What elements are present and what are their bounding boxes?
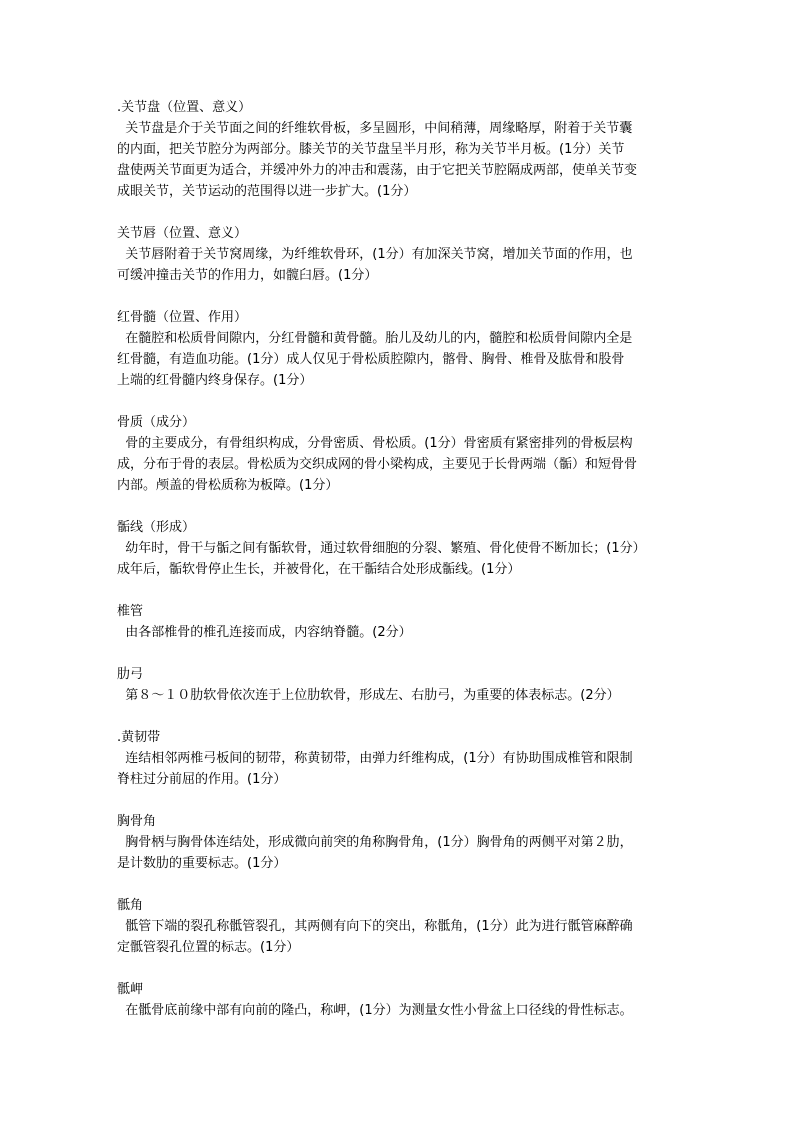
- entry-line: 在骶骨底前缘中部有向前的隆凸，称岬，(1分）为测量女性小骨盆上口径线的骨性标志。: [117, 1003, 633, 1018]
- entry-term: 骶角: [117, 898, 144, 913]
- entry-term: 胸骨角: [117, 814, 157, 829]
- entry-articular-disc: [117, 97, 687, 202]
- entry-term: 骶岬: [117, 982, 144, 997]
- entry-line: 红骨髓，有造血功能。(1分）成人仅见于骨松质腔隙内，髂骨、胸骨、椎骨及肱骨和股骨: [117, 352, 625, 367]
- entry-line: 关节唇附着于关节窝周缘，为纤维软骨环，(1分）有加深关节窝，增加关节面的作用，也: [117, 247, 633, 262]
- entry-line: 定骶管裂孔位置的标志。(1分）: [117, 940, 300, 955]
- entry-epiphyseal-line: [117, 517, 687, 580]
- entry-line: 关节盘是介于关节面之间的纤维软骨板，多呈圆形，中间稍薄，周缘略厚，附着于关节囊: [117, 121, 633, 136]
- entry-term: 关节唇（位置、意义）: [117, 226, 248, 241]
- entry-red-bone-marrow: [117, 307, 687, 391]
- entry-line: 第８～１０肋软骨依次连于上位肋软骨，形成左、右肋弓，为重要的体表标志。(2分）: [117, 688, 620, 703]
- entry-term: 椎管: [117, 604, 144, 619]
- entry-line: 由各部椎骨的椎孔连接而成，内容纳脊髓。(2分）: [117, 625, 412, 640]
- entry-sacral-cornu: [117, 895, 687, 958]
- entry-line: 可缓冲撞击关节的作用力，如髋臼唇。(1分）: [117, 268, 378, 283]
- entry-ligamentum-flavum: [117, 727, 687, 790]
- entry-articular-labrum: [117, 223, 687, 286]
- entry-term: 骨质（成分）: [117, 415, 196, 430]
- entry-term: .黄韧带: [117, 730, 161, 745]
- entry-line: 幼年时，骨干与骺之间有骺软骨，通过软骨细胞的分裂、繁殖、骨化使骨不断加长；(1分）: [117, 541, 646, 556]
- entry-term: 红骨髓（位置、作用）: [117, 310, 248, 325]
- entry-line: 骶管下端的裂孔称骶管裂孔，其两侧有向下的突出，称骶角，(1分）此为进行骶管麻醉确: [117, 919, 633, 934]
- entry-line: 在髓腔和松质骨间隙内，分红骨髓和黄骨髓。胎儿及幼儿的内，髓腔和松质骨间隙内全是: [117, 331, 633, 346]
- entry-costal-arch: [117, 664, 687, 706]
- entry-term: .关节盘（位置、意义）: [117, 100, 252, 115]
- entry-line: 盘使两关节面更为适合，并缓冲外力的冲击和震荡，由于它把关节腔隔成两部，使单关节变: [117, 163, 638, 178]
- document-page: [117, 97, 687, 1042]
- entry-line: 是计数肋的重要标志。(1分）: [117, 856, 287, 871]
- entry-sternal-angle: [117, 811, 687, 874]
- entry-bone-substance: [117, 412, 687, 496]
- entry-line: 胸骨柄与胸骨体连结处，形成微向前突的角称胸骨角，(1分）胸骨角的两侧平对第２肋，: [117, 835, 633, 850]
- entry-line: 骨的主要成分，有骨组织构成，分骨密质、骨松质。(1分）骨密质有紧密排列的骨板层构: [117, 436, 633, 451]
- entry-term: 骺线（形成）: [117, 520, 196, 535]
- entry-line: 脊柱过分前屈的作用。(1分）: [117, 772, 287, 787]
- entry-line: 内部。颅盖的骨松质称为板障。(1分）: [117, 478, 339, 493]
- entry-line: 的内面，把关节腔分为两部分。膝关节的关节盘呈半月形，称为关节半月板。(1分）关节: [117, 142, 625, 157]
- entry-term: 肋弓: [117, 667, 144, 682]
- entry-vertebral-canal: [117, 601, 687, 643]
- entry-line: 上端的红骨髓内终身保存。(1分）: [117, 373, 313, 388]
- entry-line: 成，分布于骨的表层。骨松质为交织成网的骨小梁构成，主要见于长骨两端（骺）和短骨骨: [117, 457, 638, 472]
- entry-line: 成年后，骺软骨停止生长，并被骨化，在干骺结合处形成骺线。(1分）: [117, 562, 521, 577]
- entry-sacral-promontory: [117, 979, 687, 1021]
- entry-line: 成眼关节，关节运动的范围得以进一步扩大。(1分）: [117, 184, 417, 199]
- entry-line: 连结相邻两椎弓板间的韧带，称黄韧带，由弹力纤维构成，(1分）有协助围成椎管和限制: [117, 751, 633, 766]
